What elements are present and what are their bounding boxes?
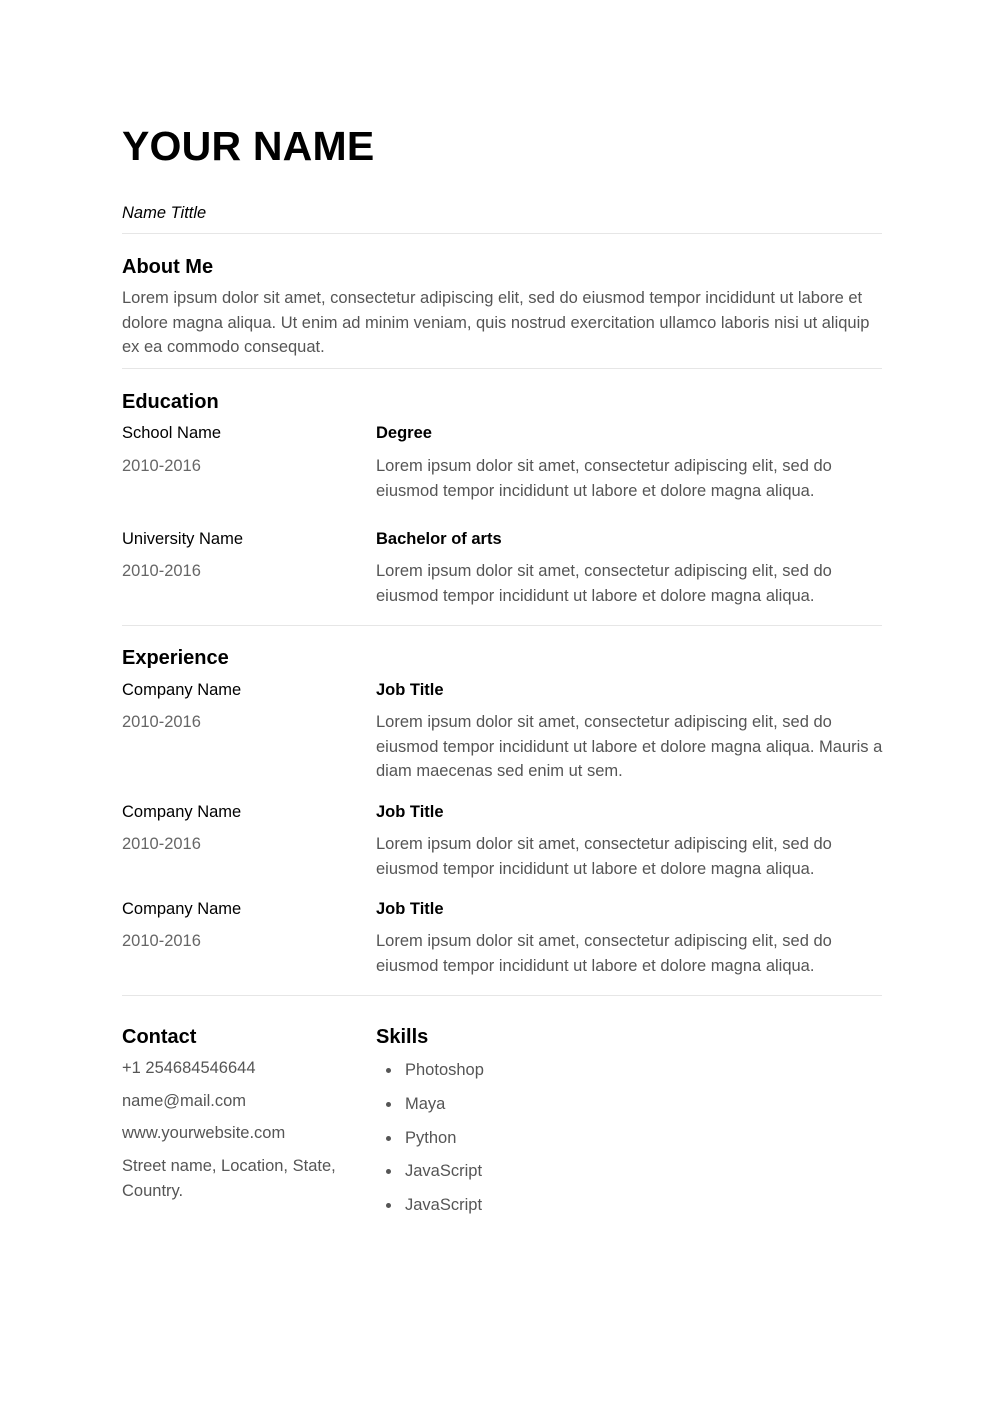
skill-item [376,1193,484,1227]
skill-label: JavaScript [405,1196,483,1215]
contact-phone: +1 254684546644 [122,1059,256,1077]
skill-label: Photoshop [405,1061,484,1079]
education-dates: 2010-2016 [122,562,201,580]
experience-heading: Experience [122,647,229,669]
bullet-icon [386,1136,391,1141]
experience-company: Company Name [122,900,242,918]
bullet-icon [386,1169,391,1174]
experience-job-title: Job Title [376,803,444,821]
education-institution: School Name [122,424,222,442]
experience-job-title: Job Title [376,681,444,699]
skills-heading: Skills [376,1026,429,1048]
bullet-icon [386,1102,391,1107]
bullet-icon [386,1068,391,1073]
skill-label: Python [405,1128,457,1147]
skill-label: Maya [405,1094,446,1113]
education-institution: University Name [122,530,244,548]
experience-job-title: Job Title [376,900,444,918]
skill-item [376,1092,484,1126]
education-description: Lorem ipsum dolor sit amet, consectetur adipiscing elit, sed do eiusmod tempor incididunt ut labore et dolore magna aliqua. [376,457,832,500]
skill-item [376,1159,484,1193]
divider [122,995,882,996]
education-dates: 2010-2016 [122,457,201,475]
about-heading: About Me [122,256,214,278]
contact-address: Street name, Location, State, Country. [122,1157,336,1200]
skill-label: JavaScript [405,1162,483,1181]
divider [122,625,882,626]
experience-dates: 2010-2016 [122,835,201,853]
name-title: Name Tittle [122,204,207,222]
education-heading: Education [122,391,219,413]
experience-company: Company Name [122,803,242,821]
education-degree: Degree [376,424,432,442]
experience-dates: 2010-2016 [122,932,201,950]
experience-dates: 2010-2016 [122,713,201,731]
skill-item [376,1126,484,1160]
experience-description: Lorem ipsum dolor sit amet, consectetur adipiscing elit, sed do eiusmod tempor incididunt ut labore et dolore magna aliqua. [376,835,832,878]
divider [122,233,882,234]
contact-email: name@mail.com [122,1092,247,1110]
about-text: Lorem ipsum dolor sit amet, consectetur adipiscing elit, sed do eiusmod tempor incididunt ut labore et dolore magna aliqua. Ut enim ad minim veniam, quis nostrud exercitation ullamco laboris nisi ut aliquip ex ea commodo consequat. [122,289,870,357]
resume-name: YOUR NAME [122,123,375,169]
bullet-icon [386,1203,391,1208]
contact-website: www.yourwebsite.com [122,1124,286,1142]
contact-heading: Contact [122,1026,197,1048]
divider [122,368,882,369]
experience-company: Company Name [122,681,242,699]
experience-description: Lorem ipsum dolor sit amet, consectetur adipiscing elit, sed do eiusmod tempor incididunt ut labore et dolore magna aliqua. Mauris a diam maecenas sed enim ut sem. [376,713,883,781]
education-degree: Bachelor of arts [376,530,502,548]
experience-description: Lorem ipsum dolor sit amet, consectetur adipiscing elit, sed do eiusmod tempor incididunt ut labore et dolore magna aliqua. [376,932,832,975]
education-description: Lorem ipsum dolor sit amet, consectetur adipiscing elit, sed do eiusmod tempor incididunt ut labore et dolore magna aliqua. [376,562,832,605]
skills-list [376,1058,484,1227]
skill-item [376,1058,484,1092]
